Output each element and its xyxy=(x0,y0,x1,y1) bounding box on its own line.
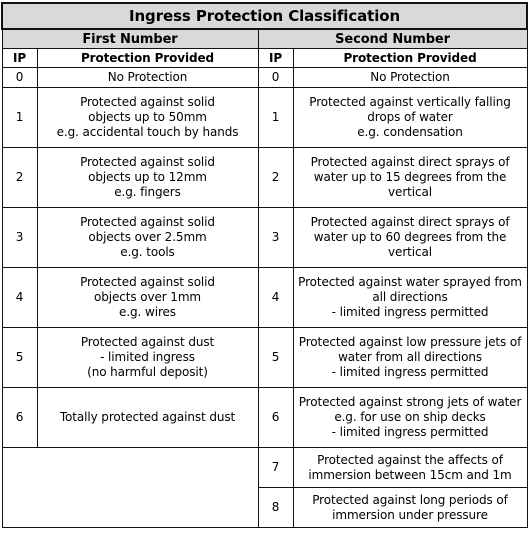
table-row xyxy=(2,328,527,388)
description-line: e.g. condensation xyxy=(357,125,463,139)
first-protection-description xyxy=(37,88,258,148)
description-line: Protected against the affects of xyxy=(317,452,503,467)
description-line: Protected against direct sprays of xyxy=(310,155,510,169)
second-ip-number: 2 xyxy=(258,148,293,208)
description-line: Protected against long periods of xyxy=(312,492,508,507)
second-protection-description xyxy=(293,388,527,448)
description-line: water up to 60 degrees from the xyxy=(313,230,507,244)
description-line: No Protection xyxy=(370,70,450,84)
first-protection-description xyxy=(37,208,258,268)
description-line: objects up to 50mm xyxy=(88,110,207,124)
second-ip-number: 7 xyxy=(258,448,293,488)
first-ip-number: 1 xyxy=(2,88,37,148)
first-ip-number: 3 xyxy=(2,208,37,268)
description-line: Protected against water sprayed from xyxy=(298,275,522,289)
second-ip-number: 1 xyxy=(258,88,293,148)
description-line: Protected against solid xyxy=(80,215,215,229)
second-protection-description xyxy=(293,328,527,388)
description-line: Protected against solid xyxy=(80,155,215,169)
description-line: objects over 1mm xyxy=(93,290,202,304)
first-ip-number: 2 xyxy=(2,148,37,208)
description-line: Protected against vertically falling xyxy=(309,95,511,109)
table-row xyxy=(2,68,527,88)
table-row xyxy=(2,148,527,208)
table-row xyxy=(2,448,527,488)
second-number-heading: Second Number xyxy=(258,29,527,49)
second-protection-description xyxy=(293,88,527,148)
first-ip-number: 5 xyxy=(2,328,37,388)
description-line: Totally protected against dust xyxy=(59,410,236,424)
description-line: vertical xyxy=(388,185,432,199)
description-line: objects up to 12mm xyxy=(88,170,207,184)
description-line: No Protection xyxy=(107,70,188,84)
table-row xyxy=(2,388,527,448)
description-line: drops of water xyxy=(367,110,453,124)
first-ip-column-header: IP xyxy=(2,49,37,68)
description-line: - limited ingress permitted xyxy=(331,365,489,379)
second-ip-number: 5 xyxy=(258,328,293,388)
second-protection-description xyxy=(293,448,527,488)
description-line: objects over 2.5mm xyxy=(88,230,207,244)
first-protection-description xyxy=(37,68,258,88)
description-line: water up to 15 degrees from the xyxy=(313,170,507,184)
second-ip-number: 4 xyxy=(258,268,293,328)
table-row xyxy=(2,88,527,148)
first-ip-number: 6 xyxy=(2,388,37,448)
description-line: all directions xyxy=(372,290,448,304)
description-line: - limited ingress permitted xyxy=(331,425,489,439)
second-protection-description xyxy=(293,148,527,208)
first-number-heading: First Number xyxy=(2,29,258,49)
description-line: e.g. accidental touch by hands xyxy=(56,125,239,139)
empty-cell xyxy=(2,448,258,528)
first-protection-description xyxy=(37,268,258,328)
second-ip-column-header: IP xyxy=(258,49,293,68)
second-protection-description xyxy=(293,68,527,88)
description-line: Protected against dust xyxy=(80,335,215,349)
description-line: e.g. fingers xyxy=(114,185,181,199)
first-protection-description xyxy=(37,328,258,388)
second-protection-description xyxy=(293,268,527,328)
description-line: e.g. wires xyxy=(119,305,176,319)
second-ip-number: 3 xyxy=(258,208,293,268)
second-protection-description xyxy=(293,488,527,528)
description-line: Protected against direct sprays of xyxy=(310,215,510,229)
first-protection-description xyxy=(37,388,258,448)
first-protection-column-header: Protection Provided xyxy=(37,49,258,68)
first-ip-number: 0 xyxy=(2,68,37,88)
table-row xyxy=(2,268,527,328)
second-ip-number: 8 xyxy=(258,488,293,528)
ip-classification-table xyxy=(1,2,528,528)
description-line: e.g. for use on ship decks xyxy=(334,410,486,424)
table-title: Ingress Protection Classification xyxy=(2,3,527,29)
description-line: e.g. tools xyxy=(120,245,175,259)
description-line: Protected against solid xyxy=(80,95,215,109)
description-line: Protected against strong jets of water xyxy=(298,395,522,409)
description-line: vertical xyxy=(388,245,432,259)
second-protection-description xyxy=(293,208,527,268)
second-ip-number: 0 xyxy=(258,68,293,88)
description-line: - limited ingress permitted xyxy=(331,305,489,319)
description-line: Protected against solid xyxy=(80,275,215,289)
table-row xyxy=(2,208,527,268)
second-ip-number: 6 xyxy=(258,388,293,448)
description-line: water from all directions xyxy=(338,350,482,364)
description-line: - limited ingress xyxy=(100,350,195,364)
description-line: (no harmful deposit) xyxy=(87,365,208,379)
first-ip-number: 4 xyxy=(2,268,37,328)
description-line: immersion under pressure xyxy=(332,507,488,522)
description-line: immersion between 15cm and 1m xyxy=(308,467,512,482)
second-protection-column-header: Protection Provided xyxy=(293,49,527,68)
first-protection-description xyxy=(37,148,258,208)
description-line: Protected against low pressure jets of xyxy=(298,335,522,349)
